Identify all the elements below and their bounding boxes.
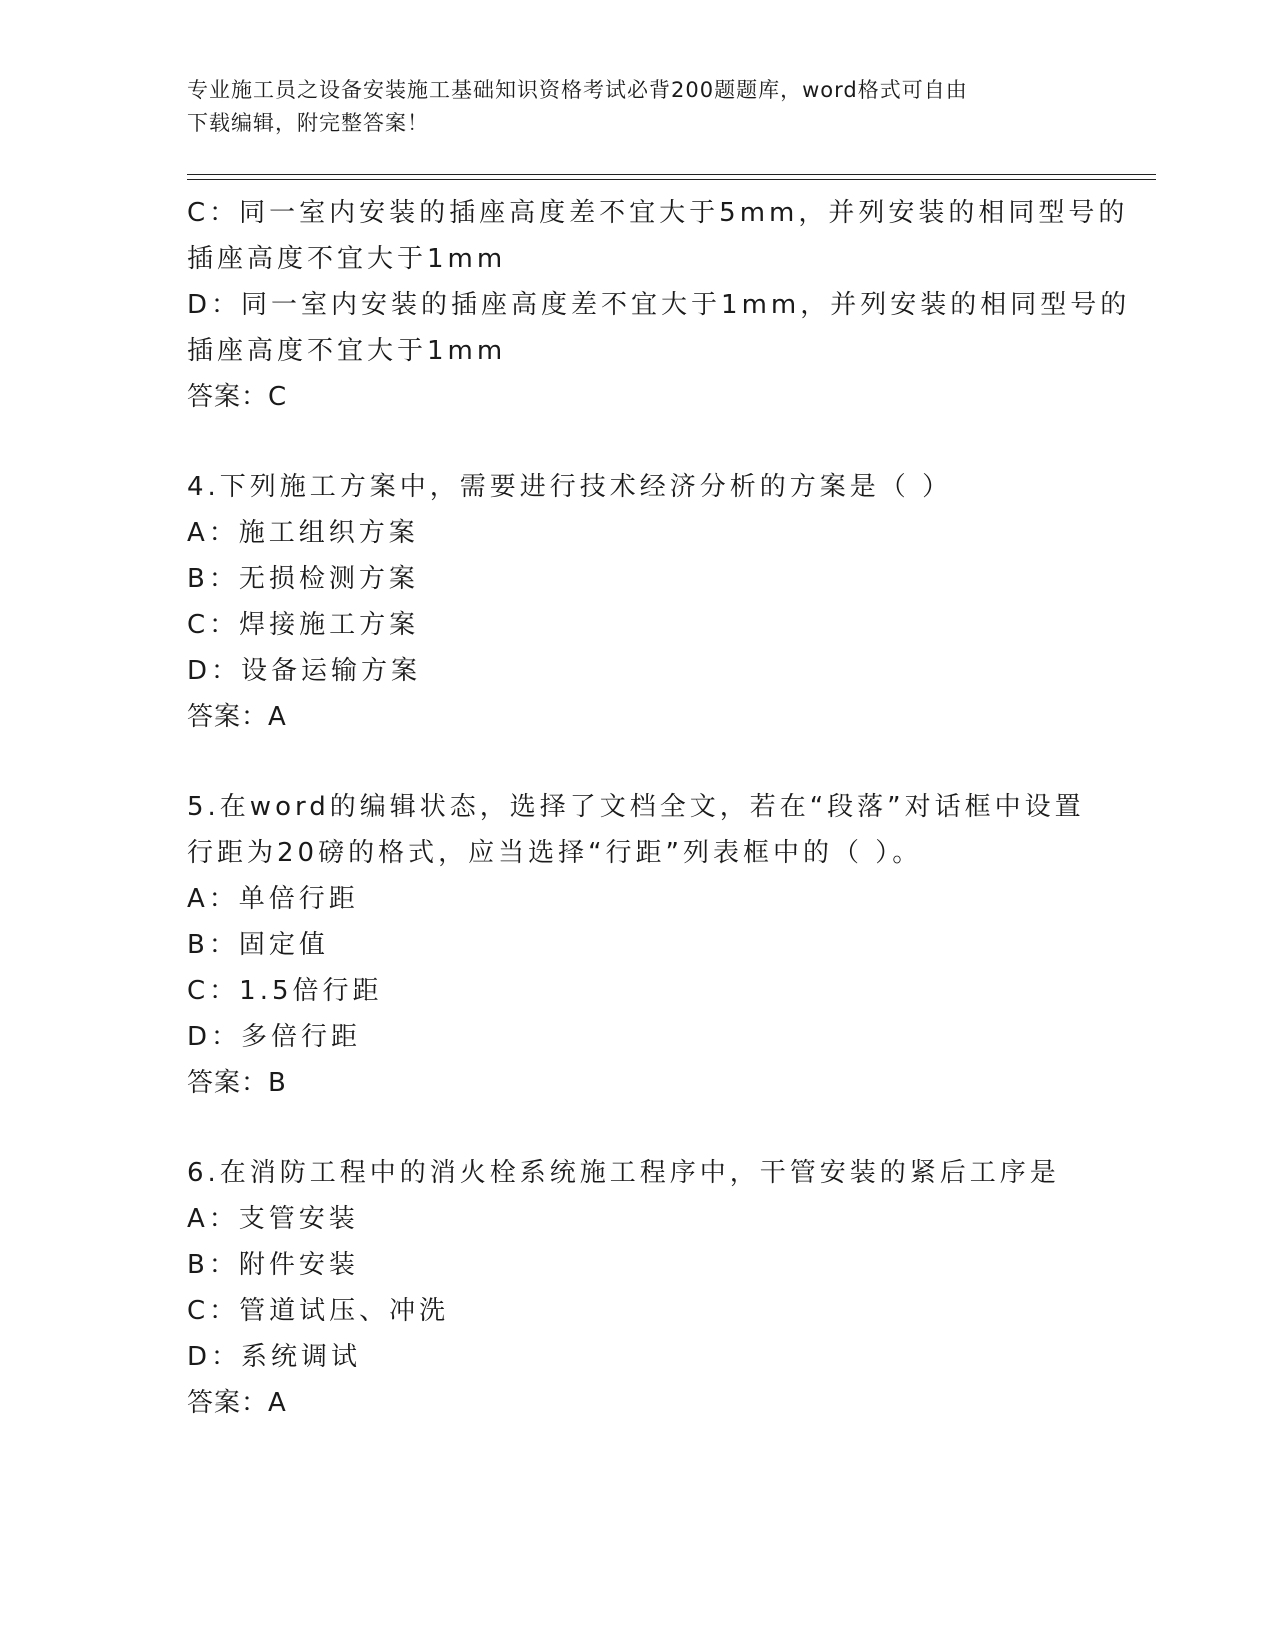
answer: 答案：A: [187, 1388, 287, 1418]
option-a: A：施工组织方案: [187, 518, 419, 548]
question-stem: 4.下列施工方案中，需要进行技术经济分析的方案是（ ）: [187, 472, 953, 502]
question-stem-line-2: 行距为20磅的格式，应当选择“行距”列表框中的（ ）。: [187, 838, 923, 868]
option-b: B：附件安装: [187, 1250, 359, 1280]
header-line-1: 专业施工员之设备安装施工基础知识资格考试必背200题题库，word格式可自由: [187, 78, 968, 102]
option-c-line-2: 插座高度不宜大于1mm: [187, 244, 507, 274]
document-header: [187, 74, 1087, 140]
option-b: B：固定值: [187, 930, 329, 960]
question-6: [187, 1150, 1087, 1426]
option-d: D：设备运输方案: [187, 656, 422, 686]
option-a: A：支管安装: [187, 1204, 359, 1234]
option-d: D：多倍行距: [187, 1022, 362, 1052]
answer: 答案：A: [187, 702, 287, 732]
option-c-line-1: C：同一室内安装的插座高度差不宜大于5mm，并列安装的相同型号的: [187, 198, 1129, 228]
option-d: D：系统调试: [187, 1342, 362, 1372]
question-stem-line-1: 5.在word的编辑状态，选择了文档全文，若在“段落”对话框中设置: [187, 792, 1085, 822]
option-c: C：1.5倍行距: [187, 976, 383, 1006]
option-b: B：无损检测方案: [187, 564, 419, 594]
question-stem: 6.在消防工程中的消火栓系统施工程序中，干管安装的紧后工序是: [187, 1158, 1060, 1188]
option-c: C：焊接施工方案: [187, 610, 420, 640]
answer: 答案：B: [187, 1068, 287, 1098]
question-content: [187, 190, 1131, 1426]
header-rule-bottom: [187, 179, 1156, 180]
question-3-tail: [187, 190, 1131, 420]
question-5: [187, 784, 1087, 1106]
header-line-2: 下载编辑，附完整答案！: [187, 111, 429, 135]
option-d-line-2: 插座高度不宜大于1mm: [187, 336, 507, 366]
answer: 答案：C: [187, 382, 288, 412]
option-d-line-1: D：同一室内安装的插座高度差不宜大于1mm，并列安装的相同型号的: [187, 290, 1131, 320]
option-c: C：管道试压、冲洗: [187, 1296, 450, 1326]
header-rule-top: [187, 174, 1156, 175]
question-4: [187, 464, 1087, 740]
option-a: A：单倍行距: [187, 884, 359, 914]
